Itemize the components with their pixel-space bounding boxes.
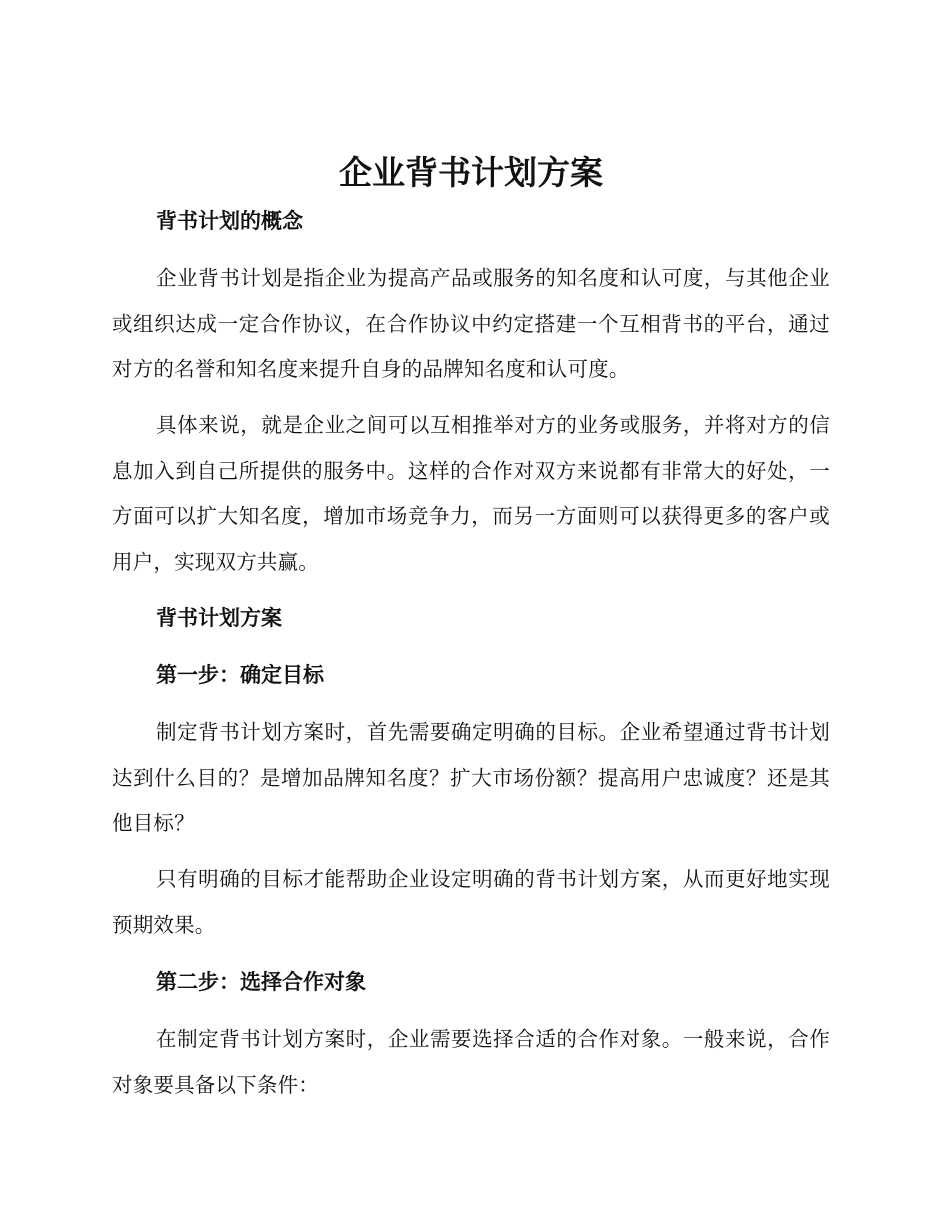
document-title: 企业背书计划方案 xyxy=(339,153,603,192)
paragraph-concept-definition: 企业背书计划是指企业为提高产品或服务的知名度和认可度，与其他企业或组织达成一定合作协议，在合作协议中约定搭建一个互相背书的平台，通过对方的名誉和知名度来提升自身的品牌知名度和认可度。 xyxy=(112,266,830,381)
section-heading-plan: 背书计划方案 xyxy=(156,606,282,630)
step-heading-partner: 第二步：选择合作对象 xyxy=(156,970,366,994)
step-heading-goal: 第一步：确定目标 xyxy=(156,663,324,687)
section-heading-concept: 背书计划的概念 xyxy=(156,209,303,233)
paragraph-concept-details: 具体来说，就是企业之间可以互相推举对方的业务或服务，并将对方的信息加入到自己所提供的服务中。这样的合作对双方来说都有非常大的好处，一方面可以扩大知名度，增加市场竞争力，而另一方面则可以获得更多的客户或用户，实现双方共赢。 xyxy=(112,413,830,574)
paragraph-partner-conditions: 在制定背书计划方案时，企业需要选择合适的合作对象。一般来说，合作对象要具备以下条件： xyxy=(112,1027,830,1097)
paragraph-goal-question: 制定背书计划方案时，首先需要确定明确的目标。企业希望通过背书计划达到什么目的？是增加品牌知名度？扩大市场份额？提高用户忠诚度？还是其他目标？ xyxy=(112,720,830,835)
paragraph-goal-importance: 只有明确的目标才能帮助企业设定明确的背书计划方案，从而更好地实现预期效果。 xyxy=(112,867,830,937)
